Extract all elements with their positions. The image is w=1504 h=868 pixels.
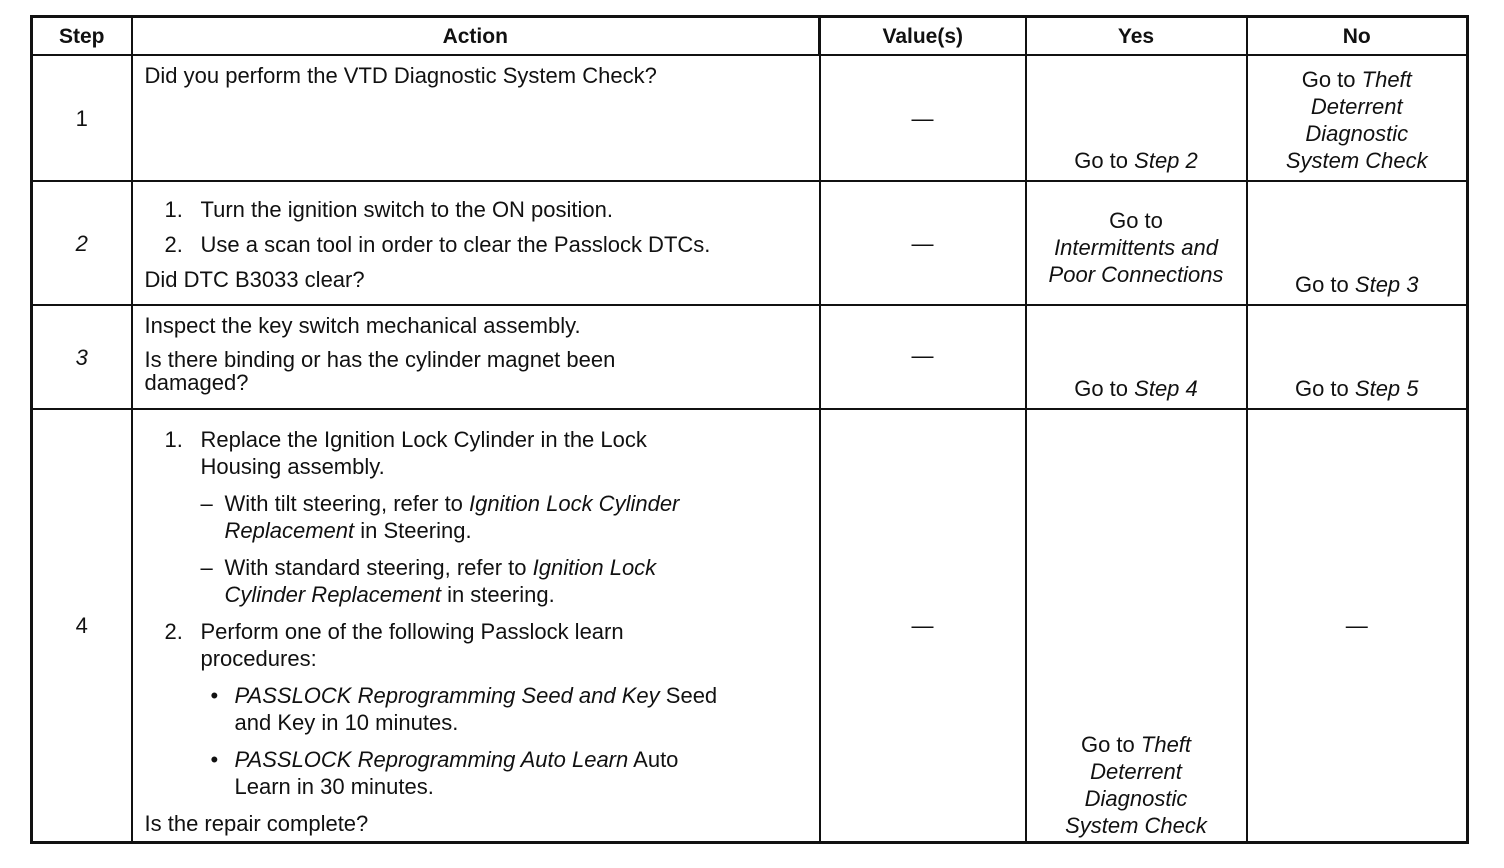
reference-link[interactable]: Replacement — [224, 518, 355, 543]
reference-link[interactable]: PASSLOCK Reprogramming Seed and Key — [234, 683, 660, 708]
list-bullet: • PASSLOCK Reprogramming Seed and Key Seed and Key in 10 minutes. — [210, 683, 718, 735]
reference-link[interactable]: PASSLOCK Reprogramming Auto Learn — [234, 747, 629, 772]
yes-cell — [1026, 181, 1247, 305]
list-item: 1. Replace the Ignition Lock Cylinder in the Lock Housing assembly. — [164, 427, 647, 479]
no-link[interactable]: Step 3 — [1354, 272, 1419, 297]
action-text: Inspect the key switch mechanical assembly. — [144, 313, 581, 338]
action-question: Is the repair complete? — [144, 811, 369, 836]
list-item: 1. Turn the ignition switch to the ON position. — [164, 197, 613, 222]
list-item: 2. Perform one of the following Passlock learn procedures: — [164, 619, 624, 671]
action-cell — [132, 305, 820, 409]
action-cell — [132, 55, 820, 181]
action-question: Is there binding or has the cylinder magnet been — [144, 347, 616, 372]
yes-prefix: Go to — [1074, 376, 1129, 401]
yes-link[interactable]: Diagnostic — [1084, 786, 1188, 811]
no-prefix: Go to — [1301, 67, 1356, 92]
step-number: 3 — [32, 305, 132, 409]
reference-link[interactable]: Ignition Lock — [532, 555, 657, 580]
value-dash: — — [911, 105, 934, 131]
value-cell — [820, 55, 1026, 181]
yes-link[interactable]: Step 2 — [1134, 148, 1198, 173]
action-cell — [132, 409, 820, 843]
yes-link[interactable]: Step 4 — [1134, 376, 1198, 401]
diagnostic-table — [30, 15, 1469, 844]
header-step: Step — [32, 17, 132, 56]
yes-prefix: Go to — [1080, 732, 1135, 757]
list-subitem: – With tilt steering, refer to Ignition Lock Cylinder Replacement in Steering. — [200, 491, 680, 543]
value-cell — [820, 181, 1026, 305]
list-subitem: – With standard steering, refer to Ignition Lock Cylinder Replacement in steering. — [200, 555, 657, 607]
header-action: Action — [132, 17, 820, 56]
table-row — [32, 181, 1468, 305]
yes-prefix: Go to — [1109, 207, 1163, 233]
yes-link[interactable]: Intermittents and — [1054, 234, 1218, 260]
no-cell — [1247, 305, 1468, 409]
value-dash: — — [911, 613, 934, 638]
step-number: 2 — [32, 181, 132, 305]
no-link[interactable]: Deterrent — [1310, 94, 1403, 119]
no-prefix: Go to — [1294, 376, 1349, 401]
header-values: Value(s) — [820, 17, 1026, 56]
value-cell — [820, 409, 1026, 843]
table-row — [32, 409, 1468, 843]
action-question: Did DTC B3033 clear? — [144, 267, 365, 292]
no-cell — [1247, 55, 1468, 181]
yes-link[interactable]: Theft — [1140, 732, 1192, 757]
table-row — [32, 55, 1468, 181]
header-no: No — [1247, 17, 1468, 56]
list-bullet: • PASSLOCK Reprogramming Auto Learn Auto Learn in 30 minutes. — [210, 747, 679, 799]
value-dash: — — [911, 343, 934, 368]
action-cell — [132, 181, 820, 305]
yes-cell — [1026, 305, 1247, 409]
value-dash: — — [911, 230, 934, 256]
no-link[interactable]: Theft — [1361, 67, 1412, 92]
no-link[interactable]: Step 5 — [1354, 376, 1419, 401]
diagnostic-table-container — [30, 15, 1469, 844]
yes-cell — [1026, 55, 1247, 181]
no-link[interactable]: Diagnostic — [1305, 121, 1409, 146]
no-cell — [1247, 409, 1468, 843]
no-cell — [1247, 181, 1468, 305]
table-row — [32, 305, 1468, 409]
value-cell — [820, 305, 1026, 409]
value-dash: — — [1345, 613, 1368, 638]
table-header-row — [32, 17, 1468, 56]
no-prefix: Go to — [1294, 272, 1349, 297]
yes-link[interactable]: Deterrent — [1090, 759, 1182, 784]
step-number: 1 — [32, 55, 132, 181]
header-yes: Yes — [1026, 17, 1247, 56]
yes-link[interactable]: Poor Connections — [1048, 261, 1224, 287]
reference-link[interactable]: Ignition Lock Cylinder — [469, 491, 680, 516]
yes-link[interactable]: System Check — [1065, 813, 1207, 838]
yes-prefix: Go to — [1074, 148, 1129, 173]
step-number: 4 — [32, 409, 132, 843]
no-link[interactable]: System Check — [1285, 148, 1428, 173]
list-item: 2. Use a scan tool in order to clear the Passlock DTCs. — [164, 232, 711, 257]
action-question: damaged? — [144, 370, 249, 395]
yes-cell — [1026, 409, 1247, 843]
action-question: Did you perform the VTD Diagnostic System Check? — [144, 63, 657, 88]
reference-link[interactable]: Cylinder Replacement — [224, 582, 441, 607]
